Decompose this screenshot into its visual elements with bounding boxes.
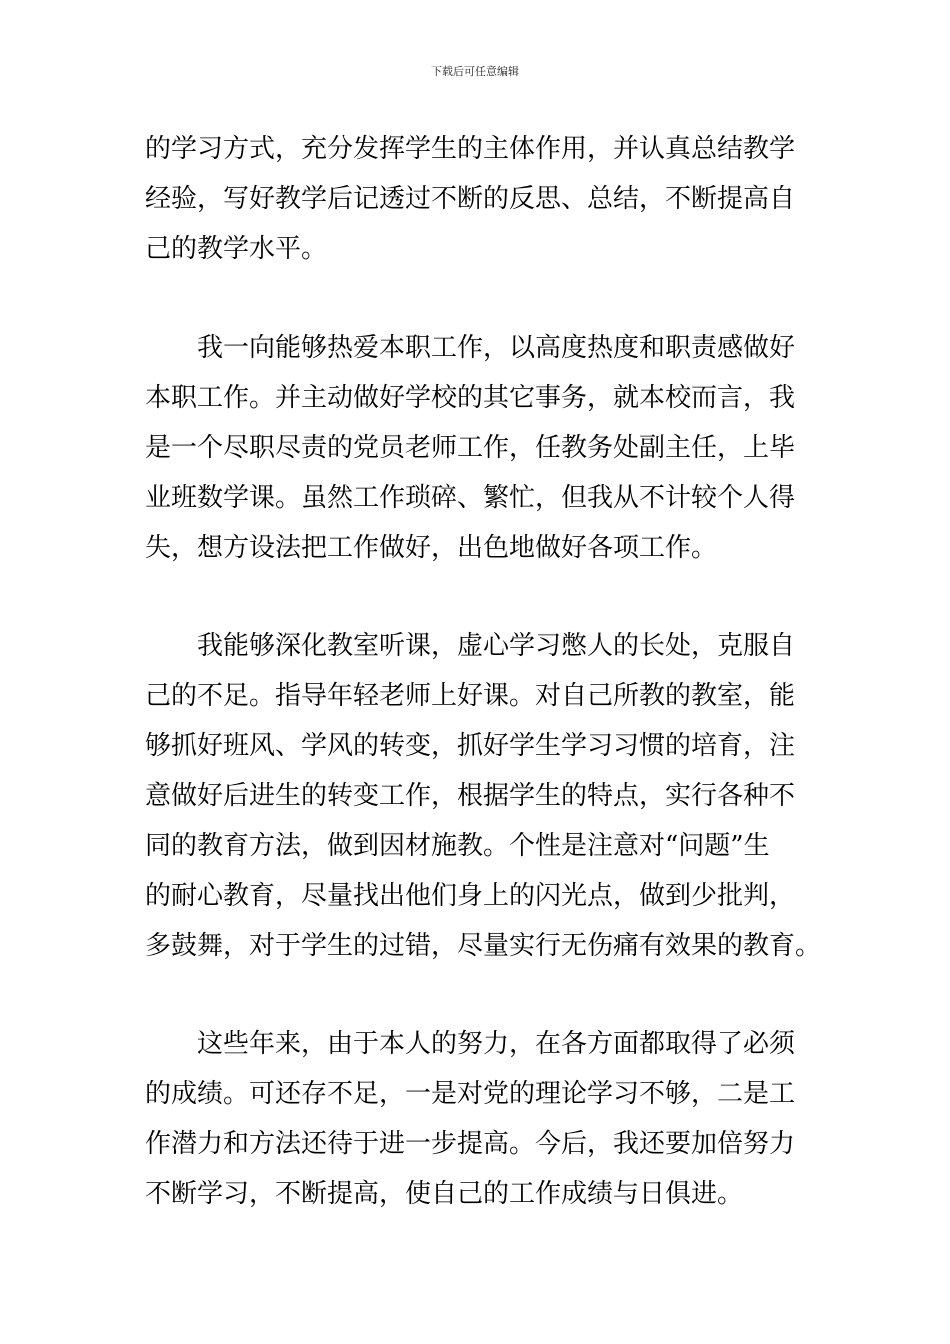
text-line: 己的不足。指导年轻老师上好课。对自己所教的教室，能 xyxy=(145,681,796,711)
header-text: 下载后可任意编辑 xyxy=(431,65,519,78)
text-line: 的学习方式，充分发挥学生的主体作用，并认真总结教学 xyxy=(145,134,796,164)
text-line: 不断学习，不断提高，使自己的工作成绩与日俱进。 xyxy=(145,1179,744,1209)
text-line: 失，想方设法把工作做好，出色地做好各项工作。 xyxy=(145,533,718,563)
text-line: 是一个尽职尽责的党员老师工作，任教务处副主任，上毕 xyxy=(145,433,796,463)
text-line: 我一向能够热爱本职工作，以高度热度和职责感做好 xyxy=(197,333,796,363)
text-line: 够抓好班风、学风的转变，抓好学生学习习惯的培育，注 xyxy=(145,731,796,761)
paragraph-4 xyxy=(145,1019,807,1219)
text-line: 业班数学课。虽然工作琐碎、繁忙，但我从不计较个人得 xyxy=(145,483,796,513)
text-line: 意做好后进生的转变工作，根据学生的特点，实行各种不 xyxy=(145,781,796,811)
text-line: 多鼓舞，对于学生的过错，尽量实行无伤痛有效果的教育。 xyxy=(145,931,822,961)
text-line: 本职工作。并主动做好学校的其它事务，就本校而言，我 xyxy=(145,383,796,413)
text-line: 我能够深化教室听课，虚心学习憋人的长处，克服自 xyxy=(197,631,796,661)
text-line: 经验，写好教学后记透过不断的反思、总结，不断提高自 xyxy=(145,184,796,214)
page-header xyxy=(0,65,950,79)
text-line: 这些年来，由于本人的努力，在各方面都取得了必须 xyxy=(197,1029,796,1059)
paragraph-2 xyxy=(145,323,807,573)
text-line: 的成绩。可还存不足，一是对党的理论学习不够，二是工 xyxy=(145,1079,796,1109)
paragraph-3 xyxy=(145,621,822,971)
paragraph-1 xyxy=(145,124,807,274)
text-line: 己的教学水平。 xyxy=(145,234,328,264)
text-line: 作潜力和方法还待于进一步提高。今后，我还要加倍努力 xyxy=(145,1129,796,1159)
text-line: 同的教育方法，做到因材施教。个性是注意对“问题”生 xyxy=(145,831,770,861)
text-line: 的耐心教育，尽量找出他们身上的闪光点，做到少批判， xyxy=(145,881,796,911)
